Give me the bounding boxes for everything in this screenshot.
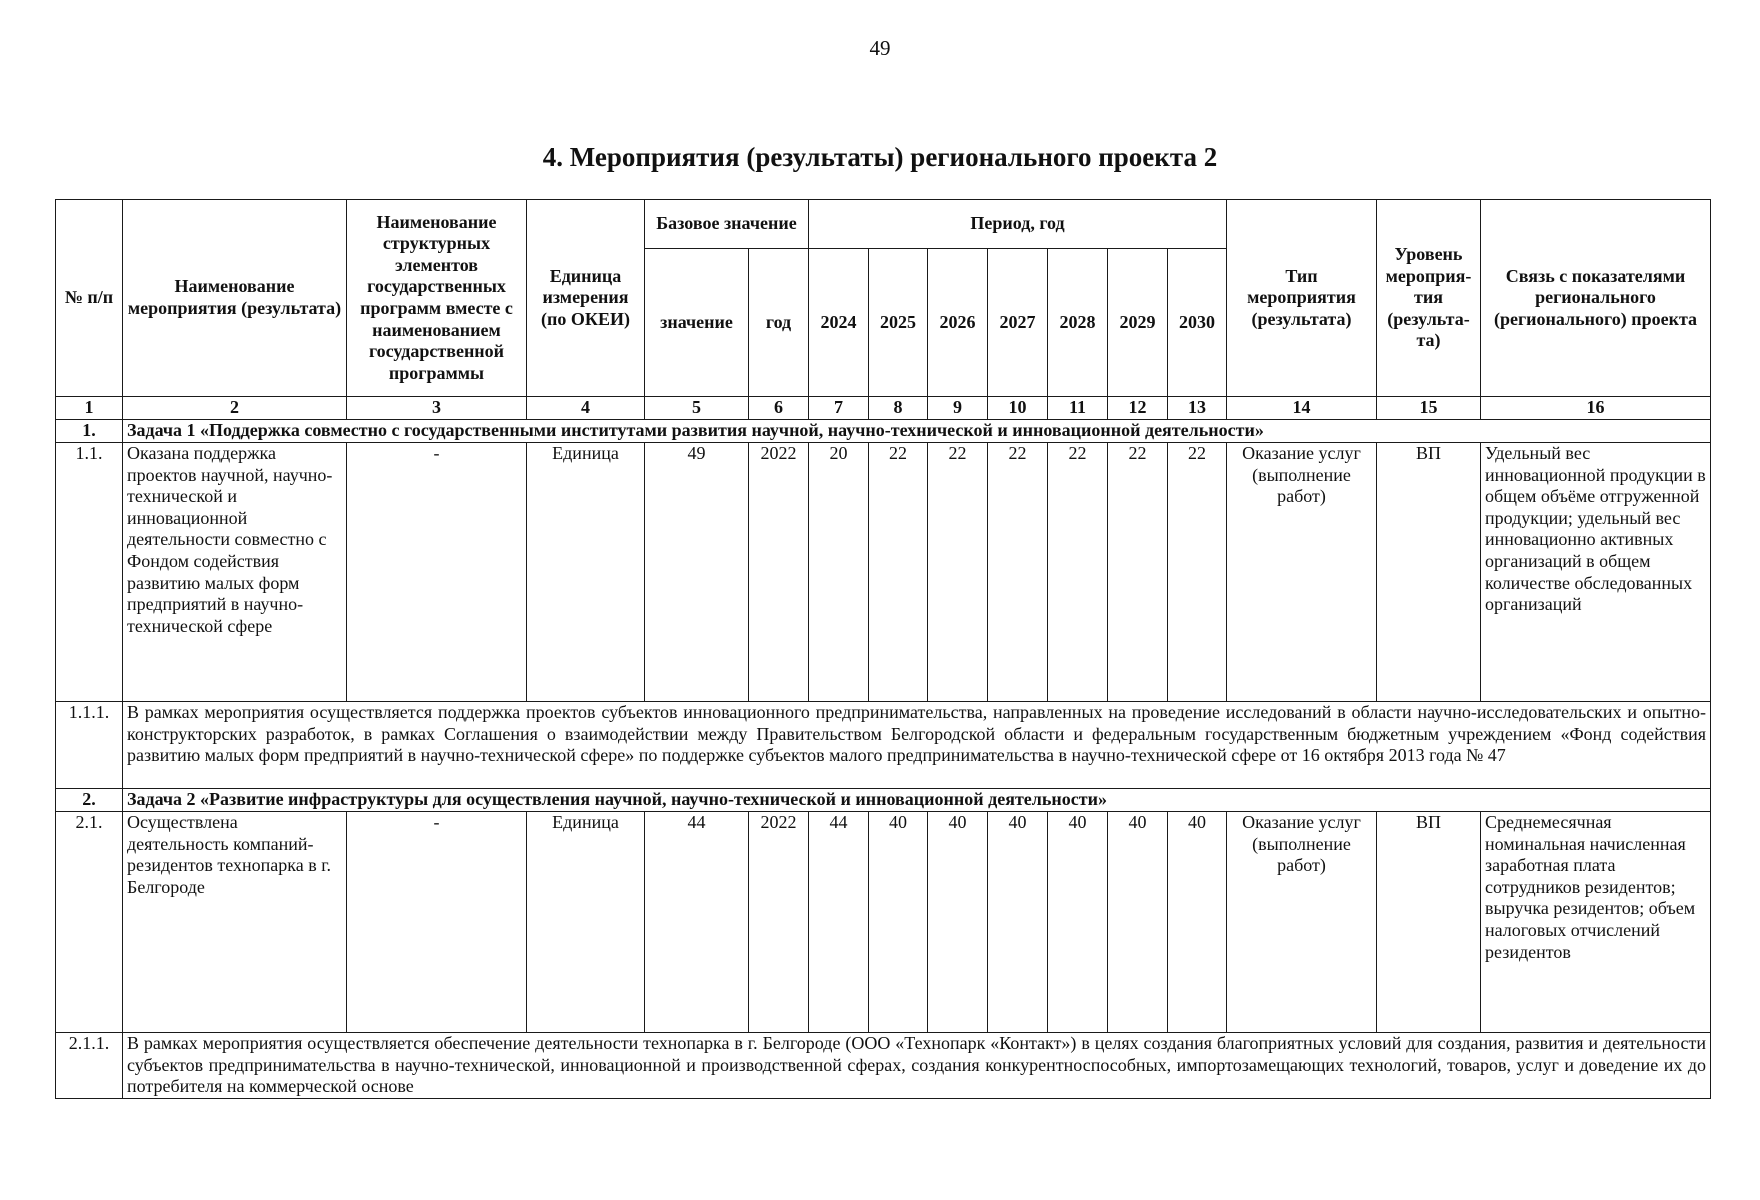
- task-title: Задача 1 «Поддержка совместно с государственными институтами развития научной, научно-технической и инновационной деятельности»: [123, 420, 1711, 443]
- column-number: 13: [1168, 397, 1227, 420]
- header-year: 2024: [809, 249, 869, 397]
- column-number: 11: [1048, 397, 1108, 420]
- year-value: 40: [1048, 812, 1108, 1033]
- base-year: 2022: [749, 812, 809, 1033]
- indicator-link: Среднемесячная номинальная начисленная заработная плата сотрудников резидентов; выручка резидентов; объем налоговых отчислений резидентов: [1481, 812, 1711, 1033]
- measure-name: Оказана поддержка проектов научной, научно-технической и инновационной деятельности совместно с Фондом содействия развитию малых форм предприятий в научно-технической сфере: [123, 443, 347, 702]
- header-year: 2030: [1168, 249, 1227, 397]
- description-row: [56, 1033, 1711, 1099]
- base-value: 44: [645, 812, 749, 1033]
- year-value: 22: [928, 443, 988, 702]
- year-value: 22: [988, 443, 1048, 702]
- base-year: 2022: [749, 443, 809, 702]
- column-number: 16: [1481, 397, 1711, 420]
- page-title: 4. Мероприятия (результаты) регионального проекта 2: [542, 142, 1218, 172]
- struct-element: -: [347, 443, 527, 702]
- column-number: 8: [869, 397, 928, 420]
- year-value: 40: [1168, 812, 1227, 1033]
- header-level: Уровень мероприя-тия (результа-та): [1377, 200, 1481, 397]
- header-base: Базовое значение: [645, 200, 809, 249]
- header-type: Тип мероприятия (результата): [1227, 200, 1377, 397]
- table-row: [56, 812, 1711, 1033]
- measure-name: Осуществлена деятельность компаний-резидентов технопарка в г. Белгороде: [123, 812, 347, 1033]
- column-number: 7: [809, 397, 869, 420]
- header-period: Период, год: [809, 200, 1227, 249]
- column-numbers-row: [56, 397, 1711, 420]
- unit-cell: Единица: [527, 812, 645, 1033]
- column-number: 10: [988, 397, 1048, 420]
- measure-type: Оказание услуг (выполнение работ): [1227, 812, 1377, 1033]
- header-name: Наименование мероприятия (результата): [123, 200, 347, 397]
- column-number: 1: [56, 397, 123, 420]
- measure-type: Оказание услуг (выполнение работ): [1227, 443, 1377, 702]
- header-struct: Наименование структурных элементов государственных программ вместе с наименованием государственной программы: [347, 200, 527, 397]
- year-value: 22: [1108, 443, 1168, 702]
- task-row: [56, 420, 1711, 443]
- year-value: 40: [1108, 812, 1168, 1033]
- task-title: Задача 2 «Развитие инфраструктуры для осуществления научной, научно-технической и инновационной деятельности»: [123, 789, 1711, 812]
- description-row: [56, 702, 1711, 789]
- column-number: 15: [1377, 397, 1481, 420]
- year-value: 44: [809, 812, 869, 1033]
- table-row: [56, 443, 1711, 702]
- year-value: 40: [869, 812, 928, 1033]
- column-number: 5: [645, 397, 749, 420]
- header-link: Связь с показателями регионального (регионального) проекта: [1481, 200, 1711, 397]
- header-base-value: значение: [645, 249, 749, 397]
- indicator-link: Удельный вес инновационной продукции в общем объёме отгруженной продукции; удельный вес инновационно активных организаций в общем количестве обследованных организаций: [1481, 443, 1711, 702]
- column-number: 3: [347, 397, 527, 420]
- year-value: 40: [928, 812, 988, 1033]
- header-num: № п/п: [56, 200, 123, 397]
- column-number: 4: [527, 397, 645, 420]
- column-number: 9: [928, 397, 988, 420]
- header-year: 2029: [1108, 249, 1168, 397]
- unit-cell: Единица: [527, 443, 645, 702]
- description-text: В рамках мероприятия осуществляется обеспечение деятельности технопарка в г. Белгороде (ООО «Технопарк «Контакт») в целях создания благоприятных условий для создания, развития и деятельности субъектов предпринимательства в научно-технической, инновационной и производственной сферах, создания конкурентноспособных, импортозамещающих технологий, товаров, услуг и доведение их до потребителя на коммерческой основе: [123, 1033, 1711, 1099]
- task-number: 2.: [56, 789, 123, 812]
- measure-level: ВП: [1377, 443, 1481, 702]
- year-value: 22: [869, 443, 928, 702]
- task-row: [56, 789, 1711, 812]
- row-number: 2.1.: [56, 812, 123, 1033]
- task-number: 1.: [56, 420, 123, 443]
- header-base-year: год: [749, 249, 809, 397]
- page-number: 49: [869, 36, 891, 60]
- year-value: 40: [988, 812, 1048, 1033]
- header-year: 2025: [869, 249, 928, 397]
- year-value: 22: [1048, 443, 1108, 702]
- column-number: 12: [1108, 397, 1168, 420]
- year-value: 20: [809, 443, 869, 702]
- struct-element: -: [347, 812, 527, 1033]
- measure-level: ВП: [1377, 812, 1481, 1033]
- row-number: 1.1.1.: [56, 702, 123, 789]
- row-number: 1.1.: [56, 443, 123, 702]
- header-row-top: [56, 200, 1711, 249]
- measures-table: [55, 199, 1711, 1099]
- header-year: 2028: [1048, 249, 1108, 397]
- column-number: 6: [749, 397, 809, 420]
- header-year: 2027: [988, 249, 1048, 397]
- year-value: 22: [1168, 443, 1227, 702]
- base-value: 49: [645, 443, 749, 702]
- column-number: 14: [1227, 397, 1377, 420]
- column-number: 2: [123, 397, 347, 420]
- header-unit: Единица измерения (по ОКЕИ): [527, 200, 645, 397]
- row-number: 2.1.1.: [56, 1033, 123, 1099]
- description-text: В рамках мероприятия осуществляется поддержка проектов субъектов инновационного предпринимательства, направленных на проведение исследований в области научно-исследовательских и опытно-конструкторских разработок, в рамках Соглашения о взаимодействии между Правительством Белгородской области и федеральным государственным бюджетным учреждением «Фонд содействия развитию малых форм предприятий в научно-технической сфере» по поддержке субъектов малого предпринимательства в научно-технической сфере от 16 октября 2013 года № 47: [123, 702, 1711, 789]
- header-year: 2026: [928, 249, 988, 397]
